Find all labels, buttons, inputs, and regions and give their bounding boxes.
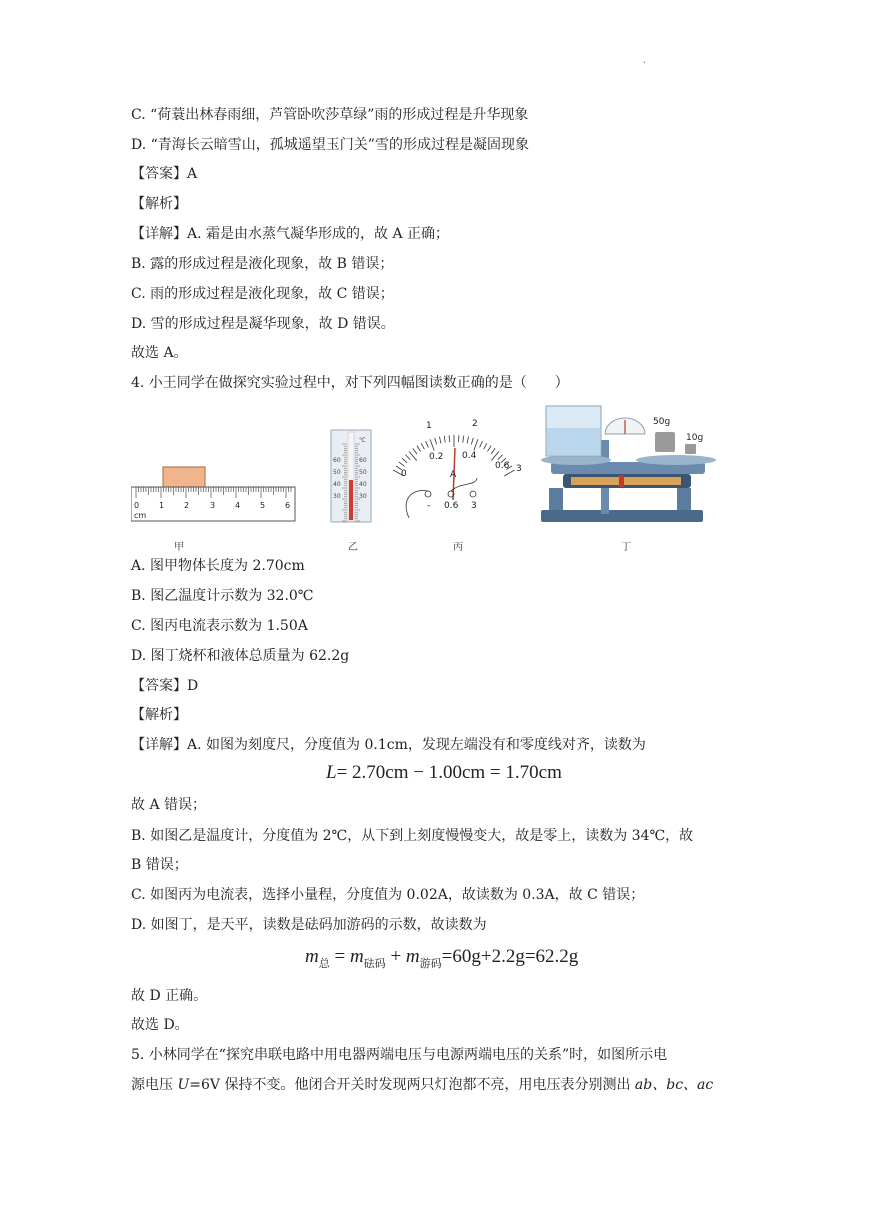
amm-center: A <box>450 470 457 480</box>
amm-low-04: 0.4 <box>462 451 477 461</box>
formula-length-rhs: = 2.70cm − 1.00cm = 1.70cm <box>336 762 562 783</box>
caption-bing: 丙 <box>453 542 463 553</box>
amm-top-3: 3 <box>516 464 522 474</box>
amm-top-1: 1 <box>426 421 432 431</box>
amm-low-06: 0.6 <box>495 461 510 471</box>
weight-10g <box>685 444 696 454</box>
caption-ding: 丁 <box>621 542 631 553</box>
formula-mass-sub-rider: 游码 <box>419 956 442 970</box>
formula-mass-rhs: =60g+2.2g=62.2g <box>441 946 579 967</box>
detail-d: D. 如图丁，是天平，读数是砝码加游码的示数，故读数为 <box>131 917 487 933</box>
analysis-label-3: 【解析】 <box>131 196 187 212</box>
thermometer-unit: ℃ <box>359 437 366 444</box>
balance-figure <box>541 406 716 522</box>
detail-b-line1: B. 如图乙是温度计，分度值为 2℃，从下到上刻度慢慢变大，故是零上，读数为 34℃，故 <box>131 828 694 844</box>
ruler-label-5: 5 <box>260 501 266 510</box>
amm-term-06: 0.6 <box>444 501 459 511</box>
thermometer-mercury <box>349 480 353 520</box>
var-u: U <box>177 1077 190 1093</box>
formula-mass-m1: m <box>305 946 319 967</box>
analysis-label: 【解析】 <box>131 707 187 723</box>
thermo-label-60: 60 <box>333 457 341 464</box>
thermo-label-30-r: 30 <box>359 493 367 500</box>
detail-a: 【详解】A. 如图为刻度尺，分度值为 0.1cm，发现左端没有和零度线对齐，读数为 <box>131 737 646 753</box>
option-d-prev: D. “青海长云暗雪山，孤城遥望玉门关”雪的形成过程是凝固现象 <box>131 137 529 153</box>
thermo-label-40-r: 40 <box>359 481 367 488</box>
option-d: D. 图丁烧杯和液体总质量为 62.2g <box>131 648 350 664</box>
ruler-label-2: 2 <box>184 501 190 510</box>
var-ab-bc-ac: ab、bc、ac <box>634 1077 714 1093</box>
formula-length <box>326 762 562 784</box>
option-c-prev: C. “荷蓑出林春雨细，芦管卧吹莎草绿”雨的形成过程是升华现象 <box>131 107 529 123</box>
weight-50g-label: 50g <box>653 417 671 427</box>
question-5-line1: 5. 小林同学在“探究串联电路中用电器两端电压与电源两端电压的关系”时，如图所示电 <box>131 1047 668 1063</box>
ammeter-figure <box>393 419 521 518</box>
thermo-label-30: 30 <box>333 493 341 500</box>
amm-term-3: 3 <box>471 501 477 511</box>
ruler-object <box>163 467 205 487</box>
ruler-label-1: 1 <box>159 501 165 510</box>
detail-c: C. 如图丙为电流表，选择小量程，分度值为 0.02A，故读数为 0.3A，故 C 错误； <box>131 887 645 903</box>
thermo-label-60-r: 60 <box>359 457 367 464</box>
question-4-figure <box>131 400 718 555</box>
option-b: B. 图乙温度计示数为 32.0℃ <box>131 588 314 604</box>
amm-top-2: 2 <box>472 419 478 429</box>
answer-label-3: 【答案】A <box>131 166 198 182</box>
detail-a-3: 【详解】A. 霜是由水蒸气凝华形成的，故 A 正确； <box>131 226 450 242</box>
detail-d-right: 故 D 正确。 <box>131 988 208 1004</box>
formula-length-var: L <box>326 762 337 783</box>
question-5-line2: 源电压 U=6V 保持不变。他闭合开关时发现两只灯泡都不亮，用电压表分别测出 ab、bc、ac <box>131 1077 714 1093</box>
formula-mass-sub-weight: 砝码 <box>363 956 386 970</box>
formula-mass-sub-total: 总 <box>318 956 330 970</box>
weight-50g <box>655 432 675 452</box>
thermo-label-40: 40 <box>333 481 341 488</box>
balance-right-pan <box>636 455 716 465</box>
formula-mass-m3: m <box>405 946 420 967</box>
detail-c-3: C. 雨的形成过程是液化现象，故 C 错误； <box>131 286 394 302</box>
choose-a: 故选 A。 <box>131 345 188 361</box>
amm-low-02: 0.2 <box>429 452 444 462</box>
question-4: 4. 小王同学在做探究实验过程中，对下列四幅图读数正确的是（ ） <box>131 375 569 391</box>
amm-low-0: 0 <box>401 469 407 479</box>
detail-d-3: D. 雪的形成过程是凝华现象，故 D 错误。 <box>131 316 395 332</box>
ruler-label-6: 6 <box>285 501 291 510</box>
formula-mass-m2: m <box>349 946 364 967</box>
ruler-figure <box>131 467 295 521</box>
thermometer-figure <box>331 430 371 522</box>
option-c: C. 图丙电流表示数为 1.50A <box>131 618 308 634</box>
balance-rider <box>619 475 624 487</box>
caption-jia: 甲 <box>174 542 184 553</box>
caption-yi: 乙 <box>348 542 358 553</box>
detail-b-line2: B 错误； <box>131 857 188 873</box>
page-mark: . <box>643 55 647 66</box>
thermo-label-50-r: 50 <box>359 469 367 476</box>
thermo-label-50: 50 <box>333 469 341 476</box>
ruler-label-3: 3 <box>210 501 216 510</box>
weight-10g-label: 10g <box>686 433 704 443</box>
option-a: A. 图甲物体长度为 2.70cm <box>131 558 305 574</box>
detail-a-wrong: 故 A 错误； <box>131 797 207 813</box>
ruler-unit: cm <box>134 511 147 520</box>
formula-mass: $m_总 = m_{砝码} + m_{游码}=60g+2.2g=62.2g$ <box>305 946 579 970</box>
choose-d: 故选 D。 <box>131 1017 189 1033</box>
detail-b-3: B. 露的形成过程是液化现象，故 B 错误； <box>131 256 394 272</box>
ruler-label-0: 0 <box>134 501 140 510</box>
ruler-label-4: 4 <box>235 501 241 510</box>
amm-term-minus: - <box>427 501 431 511</box>
balance-base <box>541 510 703 522</box>
answer-label: 【答案】D <box>131 678 199 694</box>
